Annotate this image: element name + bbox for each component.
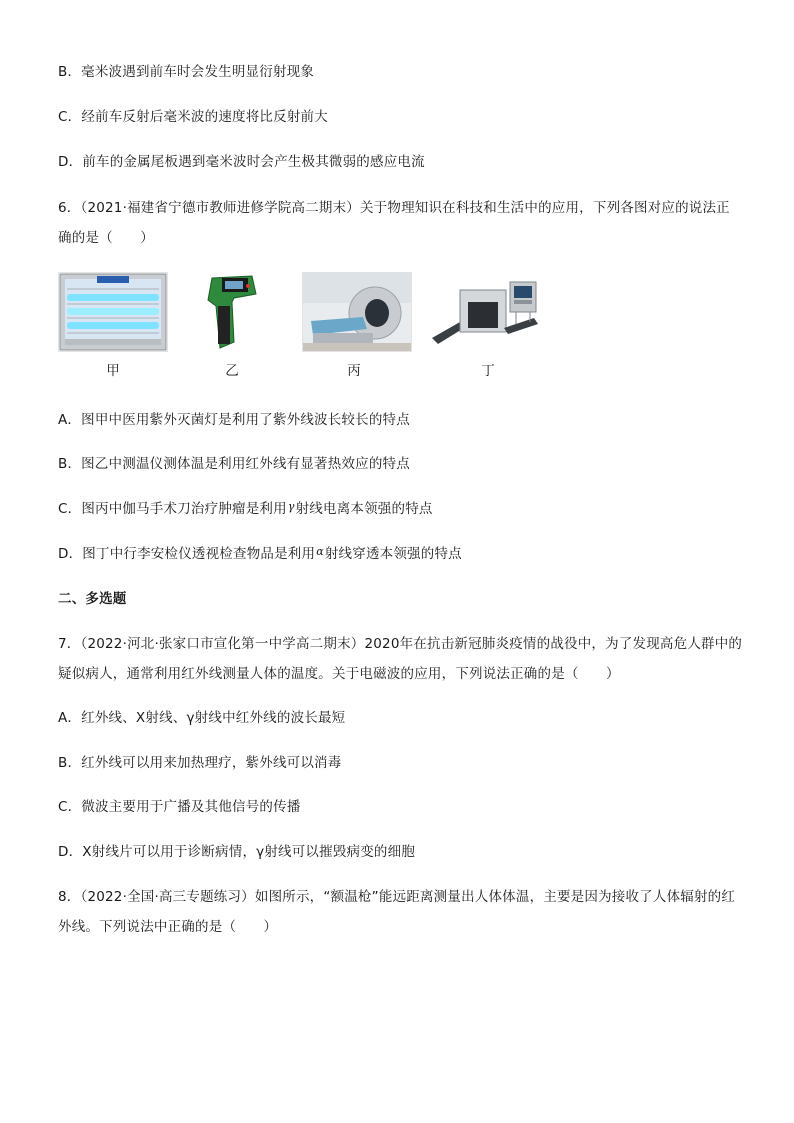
q5-option-d: D．前车的金属尾板遇到毫米波时会产生极其微弱的感应电流 [58, 154, 425, 170]
q6-option-d-post: 射线穿透本领强的特点 [324, 546, 462, 562]
q8-stem-line2: 外线。下列说法中正确的是（ ） [58, 919, 278, 935]
q7-option-b: B．红外线可以用来加热理疗，紫外线可以消毒 [58, 755, 342, 771]
q7-stem-line2: 疑似病人，通常利用红外线测量人体的温度。关于电磁波的应用，下列说法正确的是（ ） [58, 666, 620, 682]
q7-option-a: A．红外线、X射线、γ射线中红外线的波长最短 [58, 710, 346, 726]
thermometer-icon [198, 272, 260, 352]
uv-lamp-image [58, 272, 168, 352]
q6-stem-line2: 确的是（ ） [58, 230, 154, 246]
uv-lamp-icon [59, 273, 167, 351]
q6-option-c-post: 射线电离本领强的特点 [295, 501, 433, 517]
section-title-multiple-choice: 二、多选题 [58, 591, 127, 607]
caption-yi: 乙 [225, 363, 239, 379]
q6-option-b: B．图乙中测温仪测体温是利用红外线有显著热效应的特点 [58, 456, 410, 472]
alpha-symbol: α [316, 545, 324, 558]
scanner-icon [430, 272, 542, 352]
q6-option-d-pre: D．图丁中行李安检仪透视检查物品是利用 [58, 546, 316, 562]
q7-option-c: C．微波主要用于广播及其他信号的传播 [58, 799, 301, 815]
gamma-symbol: γ [287, 500, 295, 513]
caption-jia: 甲 [106, 363, 120, 379]
gamma-knife-icon [303, 273, 411, 351]
q7-option-d: D．X射线片可以用于诊断病情，γ射线可以摧毁病变的细胞 [58, 844, 416, 860]
q6-option-c [58, 499, 433, 520]
q6-option-d [58, 544, 462, 565]
q6-option-a: A．图甲中医用紫外灭菌灯是利用了紫外线波长较长的特点 [58, 412, 410, 428]
q7-stem-line1: 7．（2022·河北·张家口市宣化第一中学高二期末）2020年在抗击新冠肺炎疫情的战役中，为了发现高危人群中的 [58, 636, 743, 652]
security-scanner-image [430, 272, 542, 352]
q6-option-c-pre: C．图丙中伽马手术刀治疗肿瘤是利用 [58, 501, 287, 517]
q6-stem-line1: 6．（2021·福建省宁德市教师进修学院高二期末）关于物理知识在科技和生活中的应用，下列各图对应的说法正 [58, 200, 730, 216]
q5-option-b: B．毫米波遇到前车时会发生明显衍射现象 [58, 64, 315, 80]
caption-bing: 丙 [347, 363, 361, 379]
gamma-knife-image [302, 272, 412, 352]
q8-stem-line1: 8．（2022·全国·高三专题练习）如图所示，“额温枪”能远距离测量出人体体温，主要是因为接收了人体辐射的红 [58, 889, 736, 905]
caption-ding: 丁 [481, 363, 495, 379]
infrared-thermometer-image [198, 272, 260, 352]
q5-option-c: C．经前车反射后毫米波的速度将比反射前大 [58, 109, 328, 125]
